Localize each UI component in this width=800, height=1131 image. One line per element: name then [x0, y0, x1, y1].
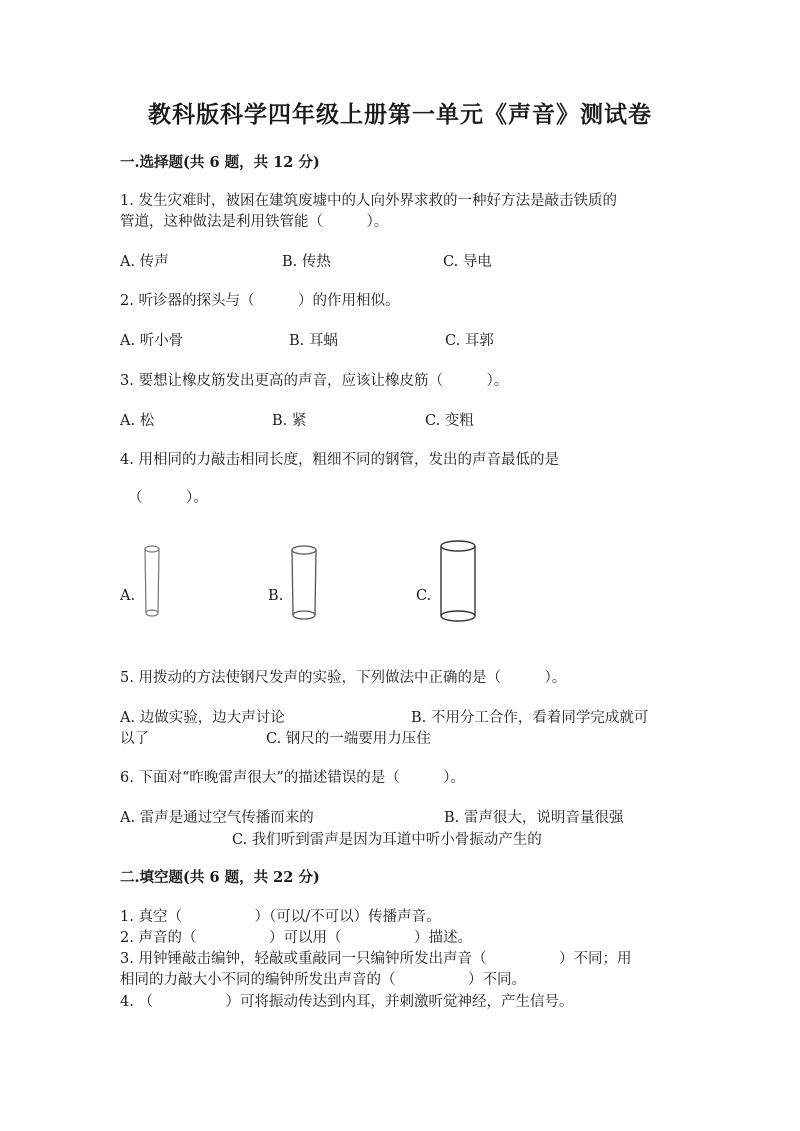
- page-title: 教科版科学四年级上册第一单元《声音》测试卷: [148, 101, 652, 128]
- fill-question-2: 2. 声音的（ ）可以用（ ）描述。: [120, 930, 472, 946]
- question-5-line1: 5. 用拨动的方法使钢尺发声的实验，下列做法中正确的是（ ）。: [120, 670, 567, 686]
- q2-option-c: C. 耳郭: [445, 333, 494, 349]
- q6-option-b: B. 雷声很大，说明音量很强: [444, 810, 624, 826]
- thin-pipe-icon: [140, 543, 164, 619]
- question-6-line1: 6. 下面对“昨晚雷声很大”的描述错误的是（ ）。: [120, 770, 466, 786]
- q2-option-a: A. 听小骨: [120, 333, 184, 349]
- fill-question-4: 4. （ ）可将振动传达到内耳，并刺激听觉神经，产生信号。: [120, 994, 574, 1010]
- q6-option-a: A. 雷声是通过空气传播而来的: [120, 810, 314, 826]
- q5-option-b-continued: 以了: [120, 731, 149, 747]
- fill-question-1: 1. 真空（ ）（可以/不可以）传播声音。: [120, 909, 441, 925]
- medium-pipe-icon: [286, 543, 322, 621]
- question-3-line1: 3. 要想让橡皮筋发出更高的声音，应该让橡皮筋（ ）。: [120, 373, 509, 389]
- question-4-line1: 4. 用相同的力敲击相同长度，粗细不同的钢管，发出的声音最低的是: [120, 452, 559, 468]
- q5-option-c: C. 钢尺的一端要用力压住: [266, 731, 431, 747]
- q4-option-c: C.: [416, 588, 432, 604]
- fill-question-3-line2: 相同的力敲大小不同的编钟所发出声音的（ ）不同。: [120, 972, 526, 988]
- question-1-line1: 1. 发生灾难时，被困在建筑废墟中的人向外界求救的一种好方法是敲击铁质的: [120, 193, 617, 209]
- q4-option-a: A.: [120, 588, 136, 604]
- q3-option-c: C. 变粗: [425, 413, 474, 429]
- q5-option-b: B. 不用分工合作，看着同学完成就可: [411, 710, 649, 726]
- thick-pipe-icon: [436, 538, 480, 624]
- section-heading-fill: 二.填空题(共 6 题，共 22 分): [120, 869, 320, 886]
- q1-option-c: C. 导电: [443, 254, 492, 270]
- question-2-line1: 2. 听诊器的探头与（ ）的作用相似。: [120, 293, 400, 309]
- question-1-line2: 管道，这种做法是利用铁管能（ ）。: [120, 214, 389, 230]
- fill-question-3-line1: 3. 用钟锤敲击编钟，轻敲或重敲同一只编钟所发出声音（ ）不同；用: [120, 951, 632, 967]
- q3-option-a: A. 松: [120, 413, 155, 429]
- section-heading-choice: 一.选择题(共 6 题，共 12 分): [120, 154, 320, 171]
- q6-option-c: C. 我们听到雷声是因为耳道中听小骨振动产生的: [232, 832, 542, 848]
- q5-option-a: A. 边做实验，边大声讨论: [120, 710, 285, 726]
- q1-option-b: B. 传热: [282, 254, 331, 270]
- q4-option-b: B.: [268, 588, 284, 604]
- q2-option-b: B. 耳蜗: [289, 333, 338, 349]
- q1-option-a: A. 传声: [120, 254, 169, 270]
- q3-option-b: B. 紧: [272, 413, 307, 429]
- question-4-line2: （ ）。: [128, 490, 208, 506]
